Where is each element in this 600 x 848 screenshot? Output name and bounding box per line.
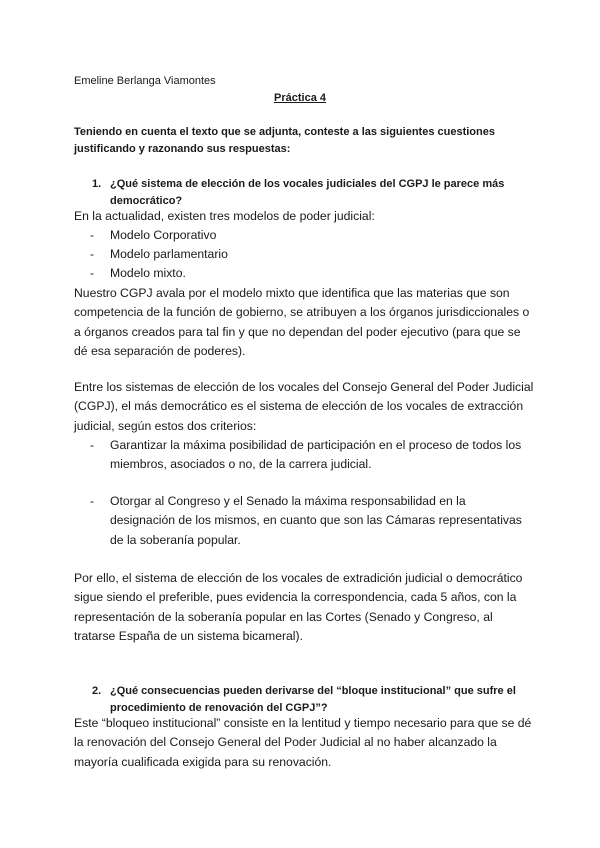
question-2: [92, 683, 522, 717]
list-dash: -: [90, 266, 95, 280]
list-dash: -: [90, 247, 95, 261]
question-1-text: ¿Qué sistema de elección de los vocales judiciales del CGPJ le parece más democrático?: [110, 178, 505, 207]
criterion-item: [90, 492, 530, 550]
model-label: Modelo mixto.: [110, 266, 186, 280]
q1-paragraph-2: Entre los sistemas de elección de los vocales del Consejo General del Poder Judicial (CGPJ), el más democrático es el sistema de elección de los vocales de extracción judicial, según estos dos criterios:: [74, 380, 534, 433]
criterion-text: Garantizar la máxima posibilidad de participación en el proceso de todos los miembros, asociados o no, de la carrera judicial.: [110, 438, 522, 472]
q1-paragraph-3: Por ello, el sistema de elección de los vocales de extradición judicial o democrático sigue siendo el preferible, pues evidencia la correspondencia, cada 5 años, con la representación de la soberanía popular en las Cortes (Senado y Congreso, al tratarse España de un sistema bicameral).: [74, 571, 523, 644]
model-item: [90, 245, 530, 264]
q2-paragraph-1: Este “bloqueo institucional” consiste en la lentitud y tiempo necesario para que se dé la renovación del Consejo General del Poder Judicial al no haber alcanzado la mayoría cualificada exigida para su renovación.: [74, 716, 532, 769]
q1-lead: En la actualidad, existen tres modelos de poder judicial:: [74, 209, 375, 223]
question-1-number: 1.: [92, 178, 102, 190]
list-dash: -: [90, 228, 95, 242]
instructions: Teniendo en cuenta el texto que se adjunta, conteste a las siguientes cuestiones justificando y razonando sus respuestas:: [74, 126, 495, 155]
list-dash: -: [90, 494, 95, 508]
author-name: Emeline Berlanga Viamontes: [74, 75, 216, 87]
q1-paragraph-1: Nuestro CGPJ avala por el modelo mixto que identifica que las materias que son competencia de la función de gobierno, se atribuyen a los órganos jurisdiccionales o a órganos creados para tal fin y que no dependan del poder ejecutivo (para que se dé esa separación de poderes).: [74, 286, 530, 359]
criterion-text: Otorgar al Congreso y el Senado la máxima responsabilidad en la designación de los mismos, en cuanto que son las Cámaras representativas de la soberanía popular.: [110, 494, 522, 547]
question-2-text: ¿Qué consecuencias pueden derivarse del “bloque institucional” que sufre el procedimiento de renovación del CGPJ”?: [110, 685, 516, 714]
page-title: Práctica 4: [274, 92, 326, 104]
model-label: Modelo Corporativo: [110, 228, 217, 242]
model-label: Modelo parlamentario: [110, 247, 228, 261]
question-2-number: 2.: [92, 685, 102, 697]
question-1: [92, 176, 522, 210]
model-item: [90, 264, 530, 283]
model-item: [90, 226, 530, 245]
list-dash: -: [90, 438, 95, 452]
criterion-item: [90, 436, 530, 475]
